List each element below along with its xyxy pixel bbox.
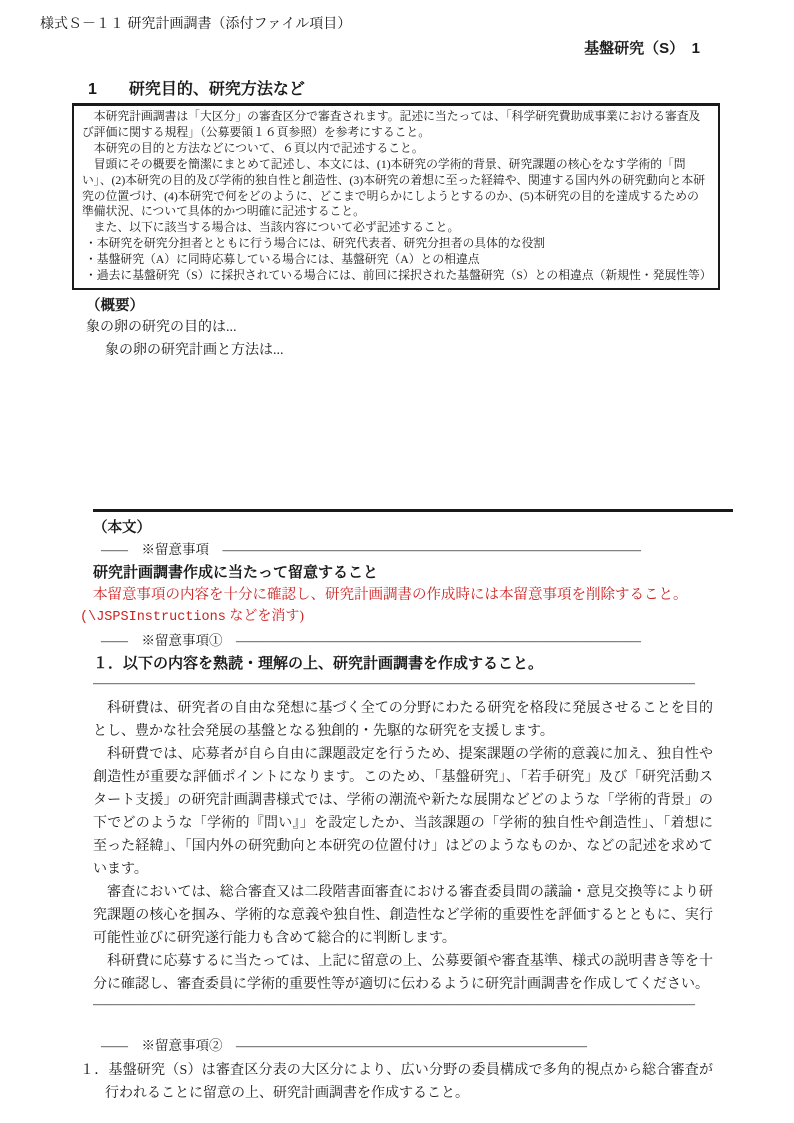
box-bullet: ・基盤研究（A）に同時応募している場合には、基盤研究（A）との相違点 (85, 252, 480, 267)
notice2-header-line: ―― ※留意事項② ―――――――――――――――――――――――――― (101, 1038, 587, 1053)
instruction-box (72, 104, 720, 290)
section-divider-rule (93, 509, 733, 512)
notice-header-line: ―― ※留意事項 ――――――――――――――――――――――――――――――― (101, 542, 641, 557)
box-bullet: ・本研究を研究分担者とともに行う場合には、研究代表者、研究分担者の具体的な役割 (85, 236, 546, 251)
body-paragraph: 科研費は、研究者の自由な発想に基づく全ての分野にわたる研究を格段に発展させることを目的とし、豊かな社会発展の基盤となる独創的・先駆的な研究を支援します。 (93, 699, 713, 738)
summary-line: 象の卵の研究計画と方法は... (105, 342, 284, 358)
delete-warning-code-note (80, 606, 713, 628)
notice1-header-line: ―― ※留意事項① ―――――――――――――――――――――――――――――― (101, 633, 641, 648)
latex-command-text: (\JSPSInstructions (80, 610, 226, 625)
box-bullet: ・過去に基盤研究（S）に採択されている場合には、前回に採択された基盤研究（S）との相違点（新規性・発展性等） (85, 268, 712, 283)
body-paragraph: 科研費では、応募者が自ら自由に課題設定を行うため、提案課題の学術的意義に加え、独自性や創造性が重要な評価ポイントになります。このため、「基盤研究」、「若手研究」及び「研究活動スタート支援」の研究計画調書様式では、学術の潮流や新たな展開などどのような「学術的背景」の下でどのような「学術的『問い』」を設定したか、当該課題の「学術的独自性や創造性」、「着想に至った経緯」、「国内外の研究動向と本研究の位置付け」はどのようなものか、などの記述を求めています。 (93, 745, 713, 876)
section1-title: 1 研究目的、研究方法など (72, 76, 720, 105)
box-paragraph: 本研究計画調書は「大区分」の審査区分で審査されます。記述に当たっては、「科学研究費助成事業における審査及び評価に関する規程」（公募要領１６頁参照）を参考にすること。 (82, 109, 701, 139)
form-id-label: 様式Ｓ－１１ 研究計画調書（添付ファイル項目） (40, 17, 352, 32)
summary-label: （概要） (86, 298, 144, 314)
box-paragraph: 本研究の目的と方法などについて、６頁以内で記述すること。 (93, 140, 424, 155)
body-paragraph: 科研費に応募するに当たっては、上記に留意の上、公募要領や審査基準、様式の説明書き等を十分に確認し、審査委員に学術的重要性等が適切に伝わるように研究計画調書を作成してください。 (93, 952, 713, 991)
body-paragraph: 審査においては、総合審査又は二段階書面審査における審査委員間の議論・意見交換等により研究課題の核心を掴み、学術的な意義や独自性、創造性など学術的重要性を評価するとともに、実行可能性並びに研究遂行能力も含めて総合的に判断します。 (93, 883, 713, 945)
dashed-separator: ――――――――――――――――――――――――――――――――――――――――――― (93, 997, 695, 1012)
latex-command-suffix: などを消す) (225, 609, 304, 624)
category-page-label: 基盤研究（S） 1 (584, 40, 700, 57)
body-section (80, 518, 713, 1105)
summary-line: 象の卵の研究の目的は... (86, 320, 237, 335)
box-paragraph: また、以下に該当する場合は、当該内容について必ず記述すること。 (93, 220, 460, 235)
notice1-title: １．以下の内容を熟読・理解の上、研究計画調書を作成すること。 (93, 655, 544, 672)
summary-section (86, 295, 720, 362)
body-label: （本文） (93, 520, 151, 536)
notice2-item: １．基盤研究（S）は審査区分表の大区分により、広い分野の委員構成で多角的視点から総合審査が行われることに留意の上、研究計画調書を作成すること。 (80, 1063, 713, 1101)
delete-warning-text: 本留意事項の内容を十分に確認し、研究計画調書の作成時には本留意事項を削除すること。 (93, 587, 688, 603)
dashed-separator: ――――――――――――――――――――――――――――――――――――――――――― (93, 676, 695, 691)
notice-title: 研究計画調書作成に当たって留意すること (93, 564, 379, 581)
box-paragraph: 冒頭にその概要を簡潔にまとめて記述し、本文には、(1)本研究の学術的背景、研究課題の核心をなす学術的「問い」、(2)本研究の目的及び学術的独自性と創造性、(3)本研究の着想に至った経緯や、関連する国内外の研究動向と本研究の位置づけ、(4)本研究で何をどのように、どこまで明らかにしようとするのか、(5)本研究の目的を達成するための準備状況、について具体的かつ明確に記述すること。 (82, 156, 706, 219)
